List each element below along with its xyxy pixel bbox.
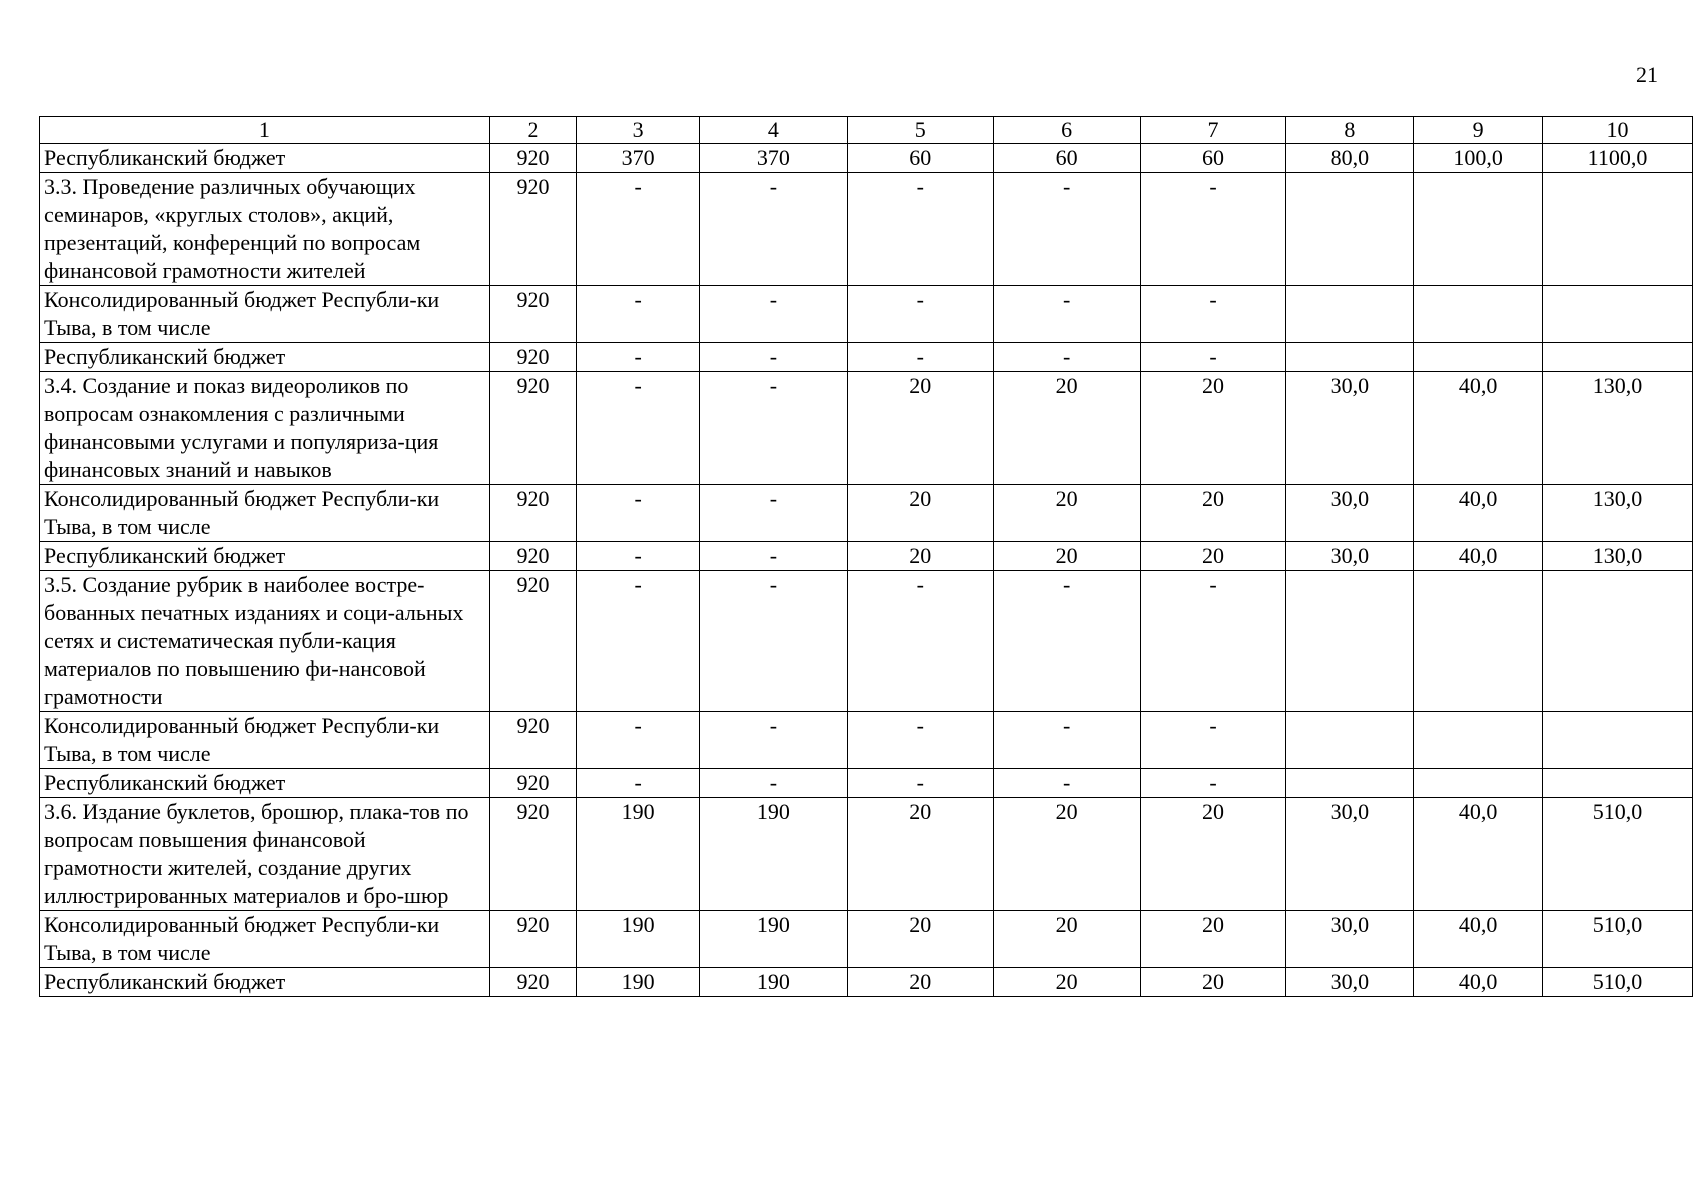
value-cell: 190 xyxy=(699,968,847,997)
row-description-cell: 3.5. Создание рубрик в наиболее востре-бованных печатных изданиях и соци-альных сетях и систематическая публи-кация материалов по повышению фи-нансовой грамотности xyxy=(40,571,490,712)
table-row xyxy=(40,798,1693,911)
value-cell: 20 xyxy=(1140,911,1286,968)
value-cell: 40,0 xyxy=(1414,542,1543,571)
table-row xyxy=(40,286,1693,343)
value-cell: 920 xyxy=(489,286,577,343)
value-cell xyxy=(1414,769,1543,798)
value-cell: 190 xyxy=(699,798,847,911)
value-cell xyxy=(1414,343,1543,372)
value-cell: 20 xyxy=(1140,372,1286,485)
table-row xyxy=(40,485,1693,542)
value-cell: 30,0 xyxy=(1286,968,1414,997)
value-cell: - xyxy=(577,286,700,343)
row-description-cell: Республиканский бюджет xyxy=(40,343,490,372)
value-cell: 30,0 xyxy=(1286,798,1414,911)
column-number-cell: 6 xyxy=(993,117,1140,144)
value-cell: 510,0 xyxy=(1543,798,1693,911)
value-cell: - xyxy=(1140,173,1286,286)
value-cell: 510,0 xyxy=(1543,911,1693,968)
table-row xyxy=(40,144,1693,173)
value-cell: - xyxy=(699,286,847,343)
value-cell: - xyxy=(577,485,700,542)
column-number-cell: 2 xyxy=(489,117,577,144)
value-cell: 130,0 xyxy=(1543,485,1693,542)
value-cell: 20 xyxy=(1140,485,1286,542)
value-cell: - xyxy=(577,372,700,485)
row-description-cell: Республиканский бюджет xyxy=(40,144,490,173)
value-cell: 60 xyxy=(1140,144,1286,173)
value-cell: 100,0 xyxy=(1414,144,1543,173)
value-cell: 920 xyxy=(489,144,577,173)
value-cell: 370 xyxy=(699,144,847,173)
value-cell: - xyxy=(847,571,993,712)
value-cell: 40,0 xyxy=(1414,485,1543,542)
value-cell: - xyxy=(699,173,847,286)
value-cell: - xyxy=(993,173,1140,286)
page-number: 21 xyxy=(1636,62,1658,87)
value-cell: - xyxy=(847,286,993,343)
value-cell: - xyxy=(993,286,1140,343)
value-cell xyxy=(1543,286,1693,343)
row-description-cell: Республиканский бюджет xyxy=(40,968,490,997)
value-cell: 20 xyxy=(993,542,1140,571)
value-cell: 60 xyxy=(847,144,993,173)
value-cell xyxy=(1414,571,1543,712)
value-cell: 40,0 xyxy=(1414,968,1543,997)
value-cell xyxy=(1414,286,1543,343)
value-cell: 30,0 xyxy=(1286,485,1414,542)
value-cell: - xyxy=(699,571,847,712)
value-cell: 920 xyxy=(489,769,577,798)
value-cell: - xyxy=(699,343,847,372)
table-row xyxy=(40,769,1693,798)
table-row xyxy=(40,542,1693,571)
column-number-cell: 4 xyxy=(699,117,847,144)
value-cell: 370 xyxy=(577,144,700,173)
value-cell: 20 xyxy=(847,911,993,968)
value-cell xyxy=(1543,571,1693,712)
value-cell xyxy=(1286,286,1414,343)
value-cell: 20 xyxy=(993,911,1140,968)
value-cell: 30,0 xyxy=(1286,911,1414,968)
value-cell xyxy=(1286,343,1414,372)
column-number-cell: 7 xyxy=(1140,117,1286,144)
value-cell: 920 xyxy=(489,485,577,542)
value-cell: 20 xyxy=(1140,968,1286,997)
value-cell: 20 xyxy=(847,542,993,571)
value-cell: 20 xyxy=(993,798,1140,911)
column-number-cell: 8 xyxy=(1286,117,1414,144)
row-description-cell: Консолидированный бюджет Республи-ки Тыва, в том числе xyxy=(40,911,490,968)
value-cell: 20 xyxy=(1140,798,1286,911)
value-cell: 920 xyxy=(489,343,577,372)
value-cell: 920 xyxy=(489,798,577,911)
column-number-cell: 5 xyxy=(847,117,993,144)
value-cell: 920 xyxy=(489,968,577,997)
value-cell: - xyxy=(847,712,993,769)
value-cell: - xyxy=(577,542,700,571)
value-cell: - xyxy=(1140,712,1286,769)
value-cell: - xyxy=(1140,343,1286,372)
value-cell xyxy=(1414,173,1543,286)
table-row xyxy=(40,173,1693,286)
value-cell: 40,0 xyxy=(1414,798,1543,911)
value-cell: - xyxy=(1140,286,1286,343)
value-cell: 20 xyxy=(993,968,1140,997)
value-cell: - xyxy=(699,542,847,571)
value-cell xyxy=(1286,769,1414,798)
value-cell: 80,0 xyxy=(1286,144,1414,173)
value-cell xyxy=(1543,173,1693,286)
value-cell: - xyxy=(993,343,1140,372)
value-cell: - xyxy=(577,712,700,769)
value-cell: 20 xyxy=(847,798,993,911)
value-cell xyxy=(1286,571,1414,712)
value-cell xyxy=(1286,712,1414,769)
value-cell: - xyxy=(1140,571,1286,712)
value-cell: - xyxy=(993,712,1140,769)
value-cell: 20 xyxy=(993,372,1140,485)
column-number-cell: 1 xyxy=(40,117,490,144)
value-cell: - xyxy=(577,173,700,286)
value-cell xyxy=(1543,343,1693,372)
row-description-cell: Консолидированный бюджет Республи-ки Тыва, в том числе xyxy=(40,712,490,769)
value-cell: 920 xyxy=(489,372,577,485)
value-cell: 190 xyxy=(699,911,847,968)
value-cell: - xyxy=(577,343,700,372)
value-cell: - xyxy=(993,769,1140,798)
value-cell: 510,0 xyxy=(1543,968,1693,997)
row-description-cell: Республиканский бюджет xyxy=(40,542,490,571)
value-cell: - xyxy=(847,343,993,372)
value-cell: 40,0 xyxy=(1414,372,1543,485)
value-cell: 190 xyxy=(577,968,700,997)
value-cell xyxy=(1414,712,1543,769)
value-cell: 920 xyxy=(489,173,577,286)
value-cell: 20 xyxy=(847,372,993,485)
value-cell: 40,0 xyxy=(1414,911,1543,968)
value-cell: 130,0 xyxy=(1543,542,1693,571)
table-row xyxy=(40,372,1693,485)
value-cell: 920 xyxy=(489,542,577,571)
value-cell: 20 xyxy=(847,968,993,997)
value-cell: - xyxy=(847,173,993,286)
value-cell: 20 xyxy=(1140,542,1286,571)
row-description-cell: 3.3. Проведение различных обучающих семинаров, «круглых столов», акций, презентаций, конференций по вопросам финансовой грамотности жителей xyxy=(40,173,490,286)
value-cell: 130,0 xyxy=(1543,372,1693,485)
value-cell xyxy=(1286,173,1414,286)
value-cell: 920 xyxy=(489,571,577,712)
table-row xyxy=(40,968,1693,997)
row-description-cell: 3.4. Создание и показ видеороликов по вопросам ознакомления с различными финансовыми услугами и популяриза-ция финансовых знаний и навыков xyxy=(40,372,490,485)
budget-table xyxy=(39,116,1693,997)
value-cell: - xyxy=(699,485,847,542)
value-cell: 60 xyxy=(993,144,1140,173)
table-header-row xyxy=(40,117,1693,144)
value-cell xyxy=(1543,769,1693,798)
value-cell: 30,0 xyxy=(1286,372,1414,485)
value-cell: - xyxy=(577,571,700,712)
value-cell: - xyxy=(699,712,847,769)
value-cell: - xyxy=(577,769,700,798)
value-cell: 190 xyxy=(577,798,700,911)
value-cell: 1100,0 xyxy=(1543,144,1693,173)
row-description-cell: Республиканский бюджет xyxy=(40,769,490,798)
column-number-cell: 9 xyxy=(1414,117,1543,144)
value-cell: - xyxy=(847,769,993,798)
table-row xyxy=(40,343,1693,372)
value-cell: 920 xyxy=(489,911,577,968)
value-cell: - xyxy=(699,769,847,798)
value-cell: - xyxy=(1140,769,1286,798)
row-description-cell: Консолидированный бюджет Республи-ки Тыва, в том числе xyxy=(40,485,490,542)
row-description-cell: Консолидированный бюджет Республи-ки Тыва, в том числе xyxy=(40,286,490,343)
table-row xyxy=(40,911,1693,968)
value-cell: - xyxy=(993,571,1140,712)
table-row xyxy=(40,571,1693,712)
column-number-cell: 10 xyxy=(1543,117,1693,144)
row-description-cell: 3.6. Издание буклетов, брошюр, плака-тов по вопросам повышения финансовой грамотности жителей, создание других иллюстрированных материалов и бро-шюр xyxy=(40,798,490,911)
value-cell: 20 xyxy=(847,485,993,542)
value-cell: 920 xyxy=(489,712,577,769)
value-cell: 20 xyxy=(993,485,1140,542)
value-cell: 30,0 xyxy=(1286,542,1414,571)
value-cell: - xyxy=(699,372,847,485)
column-number-cell: 3 xyxy=(577,117,700,144)
value-cell: 190 xyxy=(577,911,700,968)
value-cell xyxy=(1543,712,1693,769)
table-row xyxy=(40,712,1693,769)
